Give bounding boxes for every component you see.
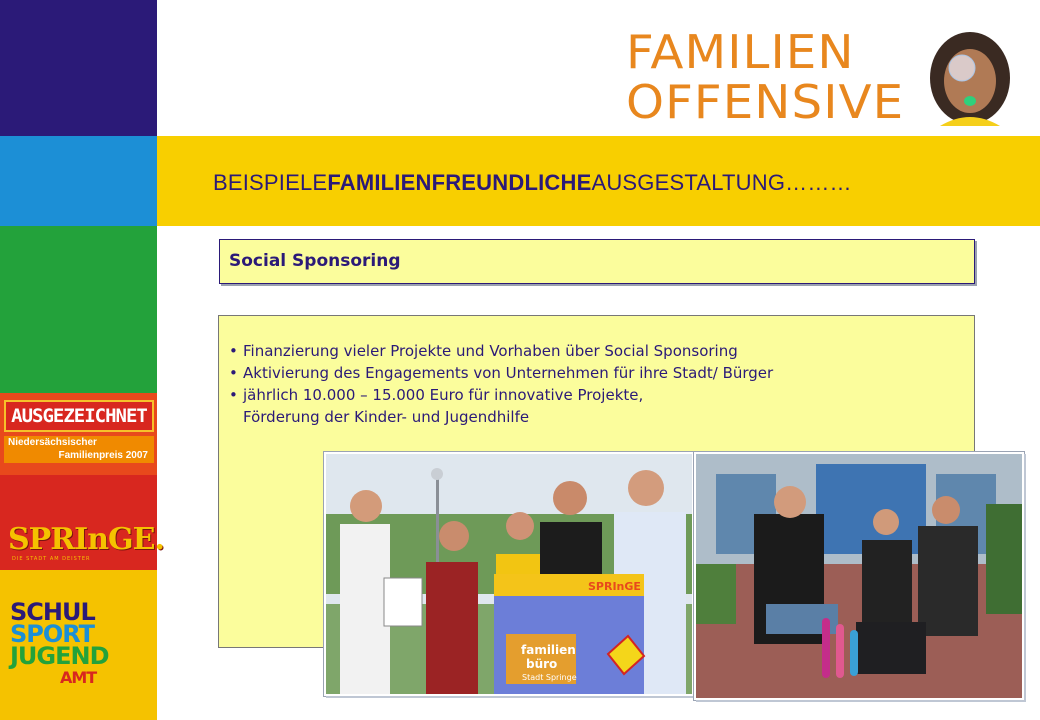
banner-line3: Stadt Springe [522,673,577,682]
springe-logo-subtitle: DIE STADT AM DEISTER [12,556,91,562]
list-item: • Finanzierung vieler Projekte und Vorhaben über Social Sponsoring [229,342,738,360]
color-block-green [0,226,157,393]
child-bubble-photo [920,26,1020,126]
banner-line1: familien [521,643,576,657]
logo-familien: FAMILIEN [626,25,855,79]
photo-sponsoring-group-image [326,454,692,694]
list-item: • jährlich 10.000 – 15.000 Euro für innovative Projekte, [229,386,644,404]
ssj-logo-line3: JUGEND [10,642,109,670]
award-badge-line2: Familienpreis 2007 [4,449,154,463]
color-block-navy [0,0,157,136]
page-headline: BEISPIELEFAMILIENFREUNDLICHEAUSGESTALTUNG……… [213,170,852,195]
logo-offensive: OFFENSIVE [626,75,905,129]
color-block-blue [0,136,157,226]
banner-line2: büro [526,657,558,671]
photo-juggling-group [694,452,1024,700]
award-badge-line1: Niedersächsischer [4,436,154,449]
ssj-logo-line4: AMT [60,668,97,687]
bullet-list [229,340,773,428]
ssj-logo-line2: SPORT [10,620,95,648]
banner-brand: SPRInGE [588,580,641,593]
photo-sponsoring-group [324,452,694,696]
springe-logo: SPRInGE. [8,522,164,557]
ssj-logo-line1: SCHUL [10,598,95,626]
section-title: Social Sponsoring [229,251,401,271]
list-item: • Aktivierung des Engagements von Unternehmen für ihre Stadt/ Bürger [229,364,774,382]
list-item-continuation: Förderung der Kinder- und Jugendhilfe [243,408,530,426]
award-badge-title: AUSGEZEICHNET [4,400,154,432]
section-title-bar [219,239,975,284]
photo-juggling-group-image [696,454,1022,698]
